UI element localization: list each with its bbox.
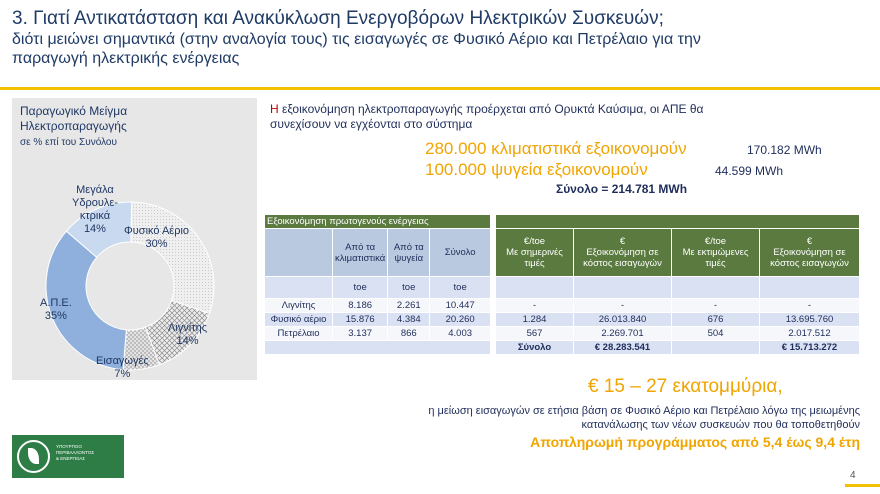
- primary-energy-header: Εξοικονόμηση πρωτογενούς ενέργειας: [265, 215, 491, 229]
- table-cell: -: [760, 299, 860, 313]
- slice-label-lignite: Λιγνίτης 14%: [168, 322, 207, 347]
- intro-first-letter: Η: [270, 102, 279, 116]
- col-header-saving-est: € Εξοικονόμηση σε κόστος εισαγωγών: [760, 229, 860, 277]
- slide-title: 3. Γιατί Αντικατάσταση και Ανακύκλωση Ενεργοβόρων Ηλεκτρικών Συσκευών;: [12, 8, 664, 29]
- table-cell: 3.137: [333, 327, 388, 341]
- table-cell: -: [496, 299, 574, 313]
- table-cell: 8.186: [333, 299, 388, 313]
- table-cell: 676: [672, 313, 760, 327]
- savings-intro: [270, 102, 830, 132]
- slide-subtitle-line1: διότι μειώνει σημαντικά (στην αναλογία τους) τις εισαγωγές σε Φυσικό Αέριο και Πετρέλαιο για την: [12, 31, 701, 48]
- table-cell: 504: [672, 327, 760, 341]
- table-cell: -: [672, 299, 760, 313]
- units-cell: [672, 277, 760, 299]
- table-cell: 15.876: [333, 313, 388, 327]
- reduction-line2: κατανάλωσης των νέων συσκευών που θα τοποθετηθούν: [581, 419, 860, 431]
- total-today-value: € 28.283.541: [574, 341, 672, 355]
- table-cell: 26.013.840: [574, 313, 672, 327]
- row-label-gas: Φυσικό αέριο: [265, 313, 333, 327]
- payback-text: Αποπληρωμή προγράμματος από 5,4 έως 9,4 έτη: [530, 434, 860, 450]
- import-reduction-text: [270, 404, 860, 432]
- slice-label-imports: Εισαγωγές 7%: [96, 355, 149, 380]
- table-cell: 2.261: [388, 299, 430, 313]
- chart-title-line1: Παραγωγικό Μείγμα: [20, 104, 128, 118]
- logo-text: ΥΠΟΥΡΓΕΙΟ ΠΕΡΙΒΑΛΛΟΝΤΟΣ & ΕΝΕΡΓΕΙΑΣ: [56, 444, 95, 461]
- slice-label-res: Α.Π.Ε. 35%: [40, 297, 72, 322]
- total-est-value: € 15.713.272: [760, 341, 860, 355]
- table-cell: 13.695.760: [760, 313, 860, 327]
- aircon-savings-text: 280.000 κλιματιστικά εξοικονομούν: [425, 139, 687, 158]
- total-row-spacer: [672, 341, 760, 355]
- total-row-label: Σύνολο: [496, 341, 574, 355]
- fridge-savings-mwh: 44.599 MWh: [715, 164, 784, 178]
- col-header-aircon: Από τα κλιματιστικά: [333, 229, 388, 277]
- table-cell: 4.384: [388, 313, 430, 327]
- units-row-label: [265, 277, 333, 299]
- aircon-savings-mwh: 170.182 MWh: [747, 143, 822, 157]
- ministry-logo: [12, 435, 124, 478]
- title-divider: [0, 87, 880, 90]
- table-cell: -: [574, 299, 672, 313]
- table-cell: 4.003: [430, 327, 491, 341]
- table-cell: 20.260: [430, 313, 491, 327]
- generation-mix-chart: [12, 98, 257, 380]
- table-cell: 2.017.512: [760, 327, 860, 341]
- import-cost-table: [495, 214, 860, 355]
- slide-subtitle-line2: παραγωγή ηλεκτρικής ενέργειας: [12, 50, 240, 67]
- chart-title-line2: Ηλεκτροπαραγωγής: [20, 119, 127, 133]
- row-label-oil: Πετρέλαιο: [265, 327, 333, 341]
- intro-line2: συνεχίσουν να εγχέονται στο σύστημα: [270, 117, 473, 131]
- table-cell: 2.269.701: [574, 327, 672, 341]
- import-cost-header-band: [496, 215, 860, 229]
- slice-gas: [131, 202, 214, 314]
- units-cell: [574, 277, 672, 299]
- fridge-savings-text: 100.000 ψυγεία εξοικονομούν: [425, 160, 648, 179]
- table-cell: 1.284: [496, 313, 574, 327]
- units-cell: toe: [430, 277, 491, 299]
- savings-total: Σύνολο = 214.781 MWh: [556, 182, 688, 196]
- primary-energy-table: [264, 214, 491, 355]
- slice-label-gas: Φυσικό Αέριο 30%: [124, 225, 190, 250]
- units-cell: [760, 277, 860, 299]
- col-header-eur-toe-est: €/toe Με εκτιμώμενες τιμές: [672, 229, 760, 277]
- intro-line1: εξοικονόμηση ηλεκτροπαραγωγής προέρχεται από Ορυκτά Καύσιμα, οι ΑΠΕ θα: [278, 102, 704, 116]
- table-cell: 567: [496, 327, 574, 341]
- table-cell: 10.447: [430, 299, 491, 313]
- col-header-total: Σύνολο: [430, 229, 491, 277]
- savings-range: € 15 – 27 εκατομμύρια,: [588, 376, 783, 397]
- table-left-corner: [265, 229, 333, 277]
- col-header-fridges: Από τα ψυγεία: [388, 229, 430, 277]
- page-number: 4: [850, 470, 856, 481]
- col-header-saving-today: € Εξοικονόμηση σε κόστος εισαγωγών: [574, 229, 672, 277]
- reduction-line1: η μείωση εισαγωγών σε ετήσια βάση σε Φυσικό Αέριο και Πετρέλαιο λόγω της μειωμένης: [428, 405, 860, 417]
- page-number-rule: [845, 484, 880, 487]
- table-cell: 866: [388, 327, 430, 341]
- chart-subtitle: σε % επί του Συνόλου: [20, 137, 117, 148]
- units-cell: toe: [333, 277, 388, 299]
- units-cell: [496, 277, 574, 299]
- col-header-eur-toe-today: €/toe Με σημερινές τιμές: [496, 229, 574, 277]
- slide-title-block: [12, 8, 862, 68]
- table-left-total-row: [265, 341, 491, 355]
- slice-label-hydro: Μεγάλα Υδρουλε- κτρικά 14%: [72, 184, 118, 235]
- row-label-lignite: Λιγνίτης: [265, 299, 333, 313]
- units-cell: toe: [388, 277, 430, 299]
